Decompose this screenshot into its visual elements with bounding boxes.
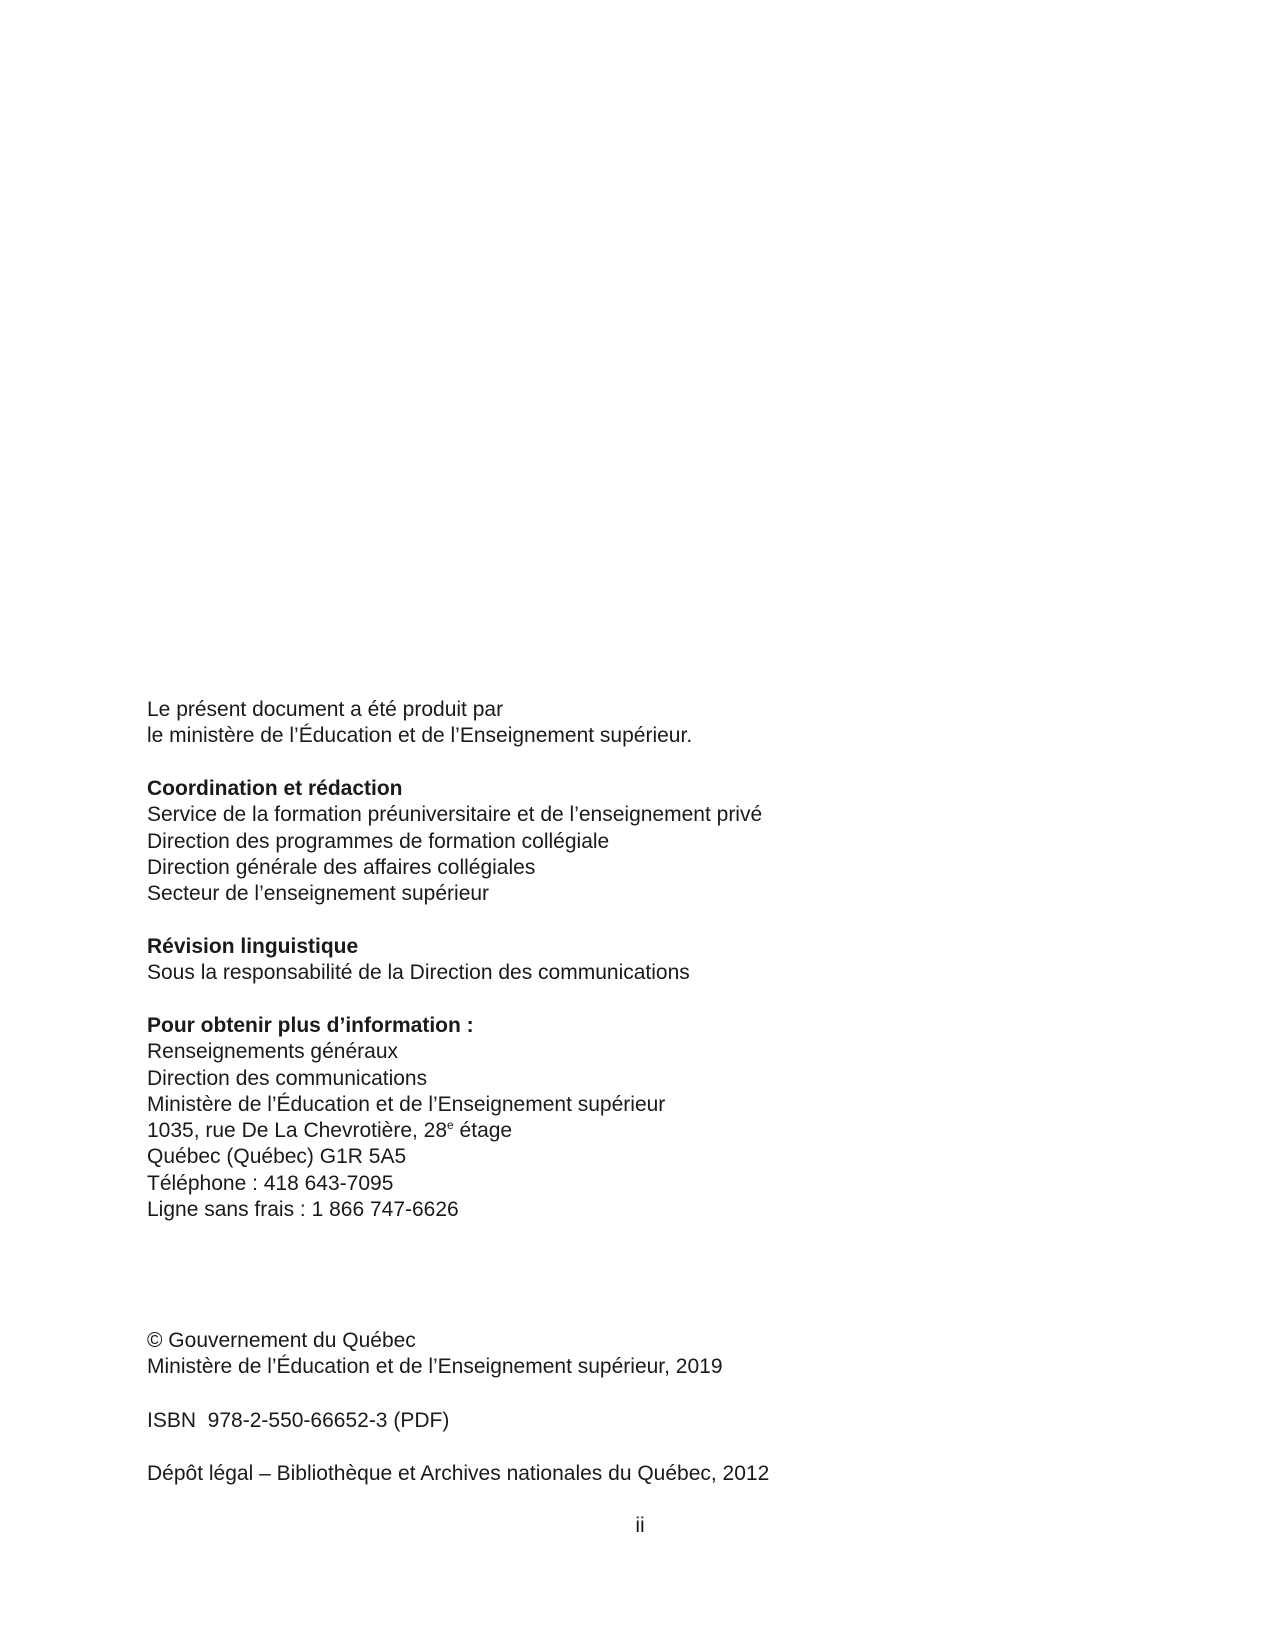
intro-line-2: le ministère de l’Éducation et de l’Enseignement supérieur. [147,724,693,748]
revision-line: Sous la responsabilité de la Direction des communications [147,961,690,985]
coordination-heading: Coordination et rédaction [147,777,403,800]
legal-deposit-block [147,1461,1047,1487]
legal-deposit-line: Dépôt légal – Bibliothèque et Archives nationales du Québec, 2012 [147,1462,770,1485]
intro-line-1: Le présent document a été produit par [147,698,504,721]
page-number: ii [635,1514,645,1537]
coordination-line: Direction des programmes de formation collégiale [147,829,610,853]
information-city: Québec (Québec) G1R 5A5 [147,1145,407,1169]
revision-heading: Révision linguistique [147,935,359,958]
coordination-line: Service de la formation préuniversitaire et de l’enseignement privé [147,803,763,827]
information-general: Renseignements généraux [147,1040,398,1064]
information-heading: Pour obtenir plus d’information : [147,1014,474,1037]
information-toll-free: Ligne sans frais : 1 866 747-6626 [147,1198,459,1222]
information-ministry: Ministère de l’Éducation et de l’Enseignement supérieur [147,1092,666,1116]
information-section [147,1013,1047,1223]
information-phone: Téléphone : 418 643-7095 [147,1171,394,1195]
isbn-line: ISBN 978-2-550-66652-3 (PDF) [147,1409,450,1432]
information-direction: Direction des communications [147,1066,428,1090]
coordination-line: Secteur de l’enseignement supérieur [147,882,490,906]
copyright-block [147,1328,1047,1381]
address-suffix: étage [453,1119,513,1143]
copyright-line-1: © Gouvernement du Québec [147,1329,416,1352]
copyright-line-2: Ministère de l’Éducation et de l’Enseignement supérieur, 2019 [147,1355,723,1379]
isbn-block [147,1408,1047,1434]
address-superscript: e [447,1118,454,1133]
coordination-section [147,776,1047,907]
information-address [147,1118,1047,1144]
intro-block [147,697,1047,750]
revision-section [147,934,1047,987]
coordination-line: Direction générale des affaires collégiales [147,855,536,879]
address-prefix: 1035, rue De La Chevrotière, 28 [147,1119,448,1143]
